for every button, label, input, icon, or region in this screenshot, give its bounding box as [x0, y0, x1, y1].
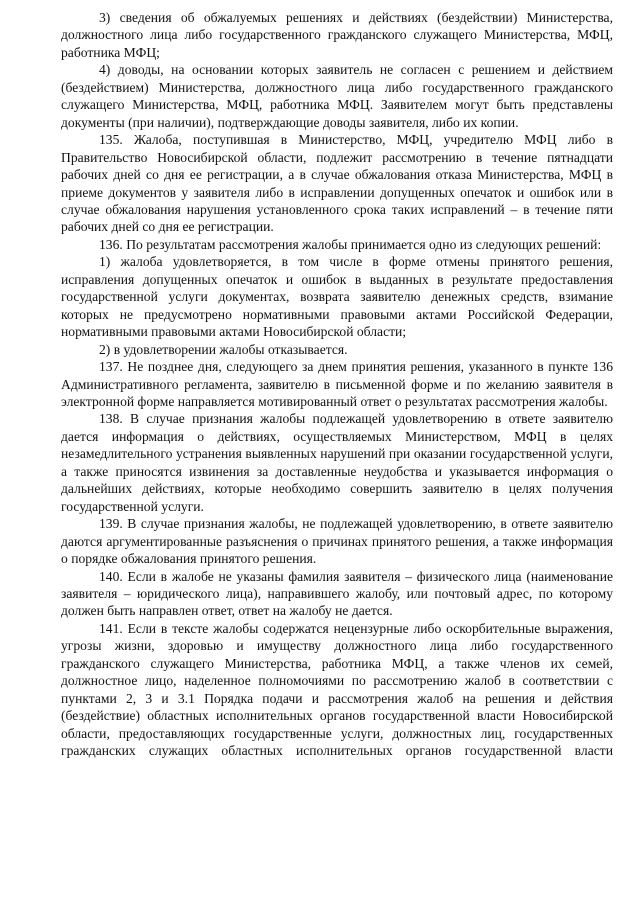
paragraph-141: 141. Если в тексте жалобы содержатся нецензурные либо оскорбительные выражения, угрозы жизни, здоровью и имуществу должностного лица либо государственного гражданского служащего Министерства, работника МФЦ, а также членов их семей, должностное лицо, наделенное полномочиями по рассмотрению жалоб в соответствии с пунктами 2, 3 и 3.1 Порядка подачи и рассмотрения жалоб на решения и действия (бездействие) областных исполнительных органов государственной власти Новосибирской области, предоставляющих государственные услуги, должностных лиц, государственных гражданских служащих областных исполнительных органов государственной власти	[61, 620, 613, 759]
paragraph-135: 135. Жалоба, поступившая в Министерство, МФЦ, учредителю МФЦ либо в Правительство Новосибирской области, подлежит рассмотрению в течение пятнадцати рабочих дней со дня ее регистрации, а в случае обжалования отказа Министерства, МФЦ в приеме документов у заявителя либо в исправлении допущенных опечаток и ошибок или в случае обжалования нарушения установленного срока таких исправлений – в течение пяти рабочих дней со дня ее регистрации.	[61, 132, 613, 235]
paragraph-137: 137. Не позднее дня, следующего за днем принятия решения, указанного в пункте 136 Административного регламента, заявителю в письменной форме и по желанию заявителя в электронной форме направляется мотивированный ответ о результатах рассмотрения жалобы.	[61, 359, 613, 409]
paragraph-139: 139. В случае признания жалобы, не подлежащей удовлетворению, в ответе заявителю даются аргументированные разъяснения о причинах принятого решения, а также информация о порядке обжалования принятого решения.	[61, 516, 613, 567]
paragraph-item-4: 4) доводы, на основании которых заявитель не согласен с решением и действием (бездействием) Министерства, должностного лица либо государственного гражданского служащего Министерства, МФЦ, работника МФЦ. Заявителем могут быть представлены документы (при наличии), подтверждающие доводы заявителя, либо их копии.	[61, 62, 613, 130]
paragraph-136-item-2: 2) в удовлетворении жалобы отказывается.	[99, 341, 348, 357]
paragraph-item-3: 3) сведения об обжалуемых решениях и действиях (бездействии) Министерства, должностного лица либо государственного гражданского служащего Министерства, МФЦ, работника МФЦ;	[61, 10, 613, 60]
paragraph-140: 140. Если в жалобе не указаны фамилия заявителя – физического лица (наименование заявителя – юридического лица), направившего жалобу, или почтовый адрес, по которому должен быть направлен ответ, ответ на жалобу не дается.	[61, 568, 613, 619]
paragraph-138: 138. В случае признания жалобы подлежащей удовлетворению в ответе заявителю дается информация о действиях, осуществляемых Министерством, МФЦ в целях незамедлительного устранения выявленных нарушений при оказании государственной услуги, а также приносятся извинения за доставленные неудобства и указывается информация о дальнейших действиях, которые необходимо совершить заявителю в целях получения государственной услуги.	[61, 411, 613, 514]
paragraph-136-item-1: 1) жалоба удовлетворяется, в том числе в форме отмены принятого решения, исправления допущенных опечаток и ошибок в выданных в результате предоставления государственной услуги документах, возврата заявителю денежных средств, взимание которых не предусмотрено нормативными правовыми актами Российской Федерации, нормативными правовыми актами Новосибирской области;	[61, 254, 613, 340]
paragraph-136: 136. По результатам рассмотрения жалобы принимается одно из следующих решений:	[99, 236, 602, 252]
